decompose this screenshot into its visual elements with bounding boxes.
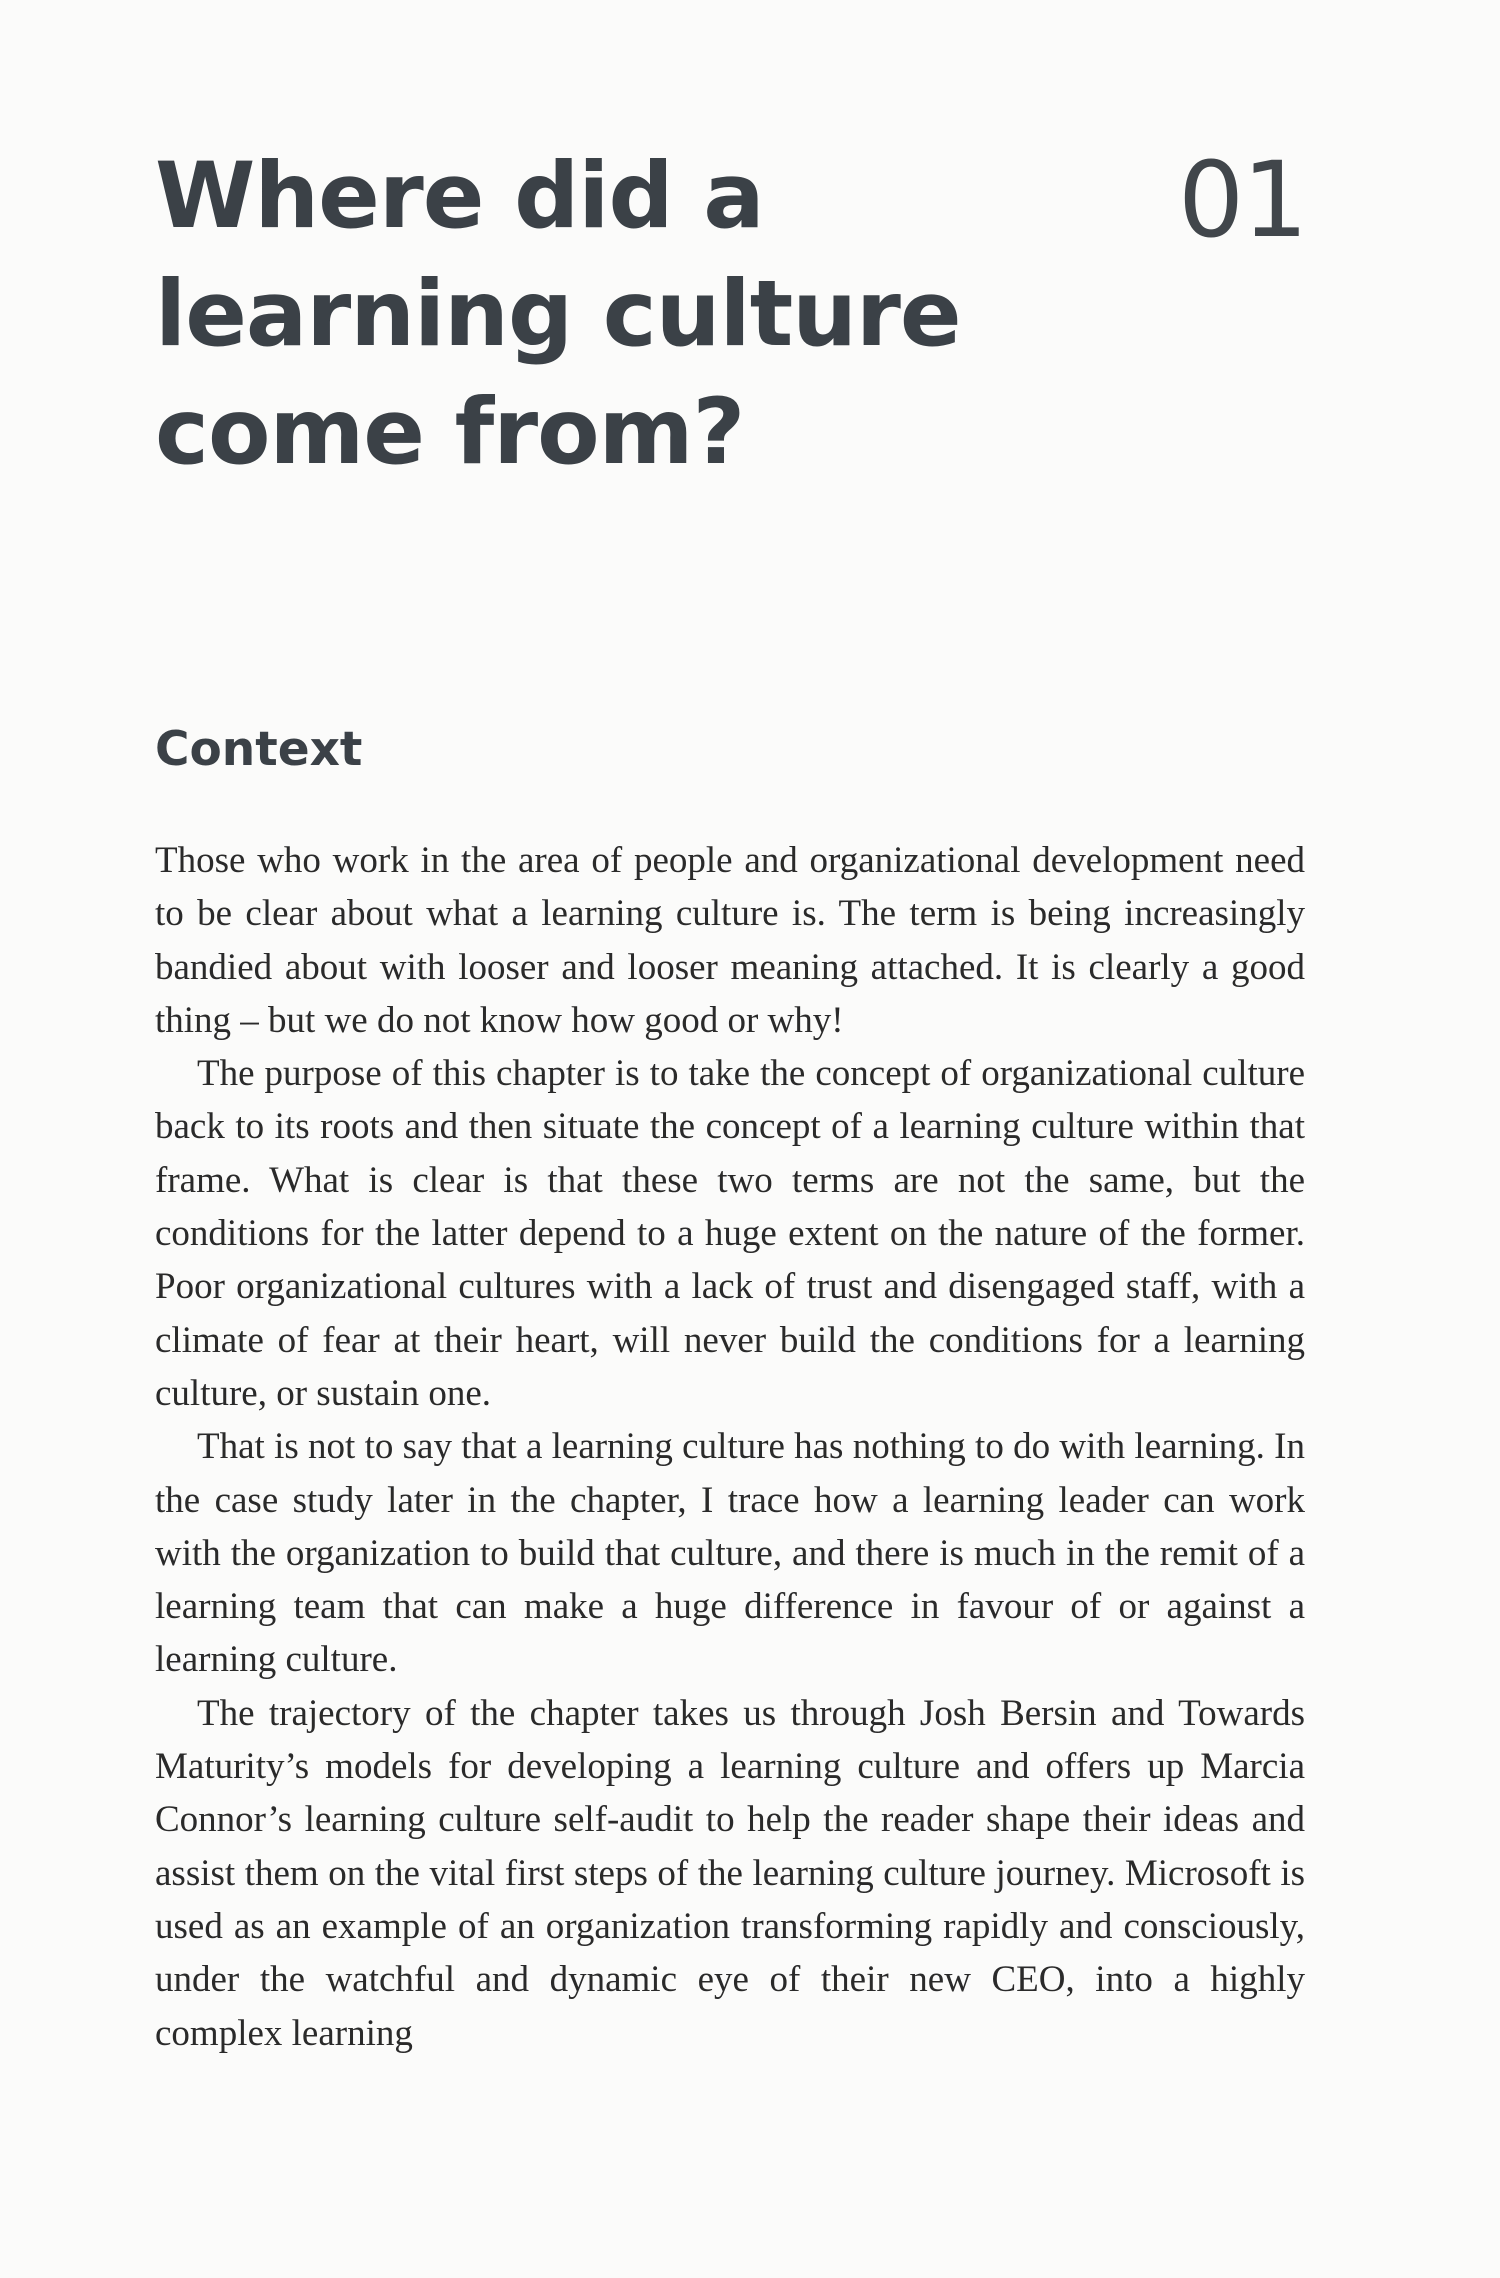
paragraph-2: The purpose of this chapter is to take the concept of organizational culture back to its roots and then situate the concept of a learning culture within that frame. What is clear is that these two terms are not the same, but the conditions for the latter depend to a huge extent on the nature of the former. Poor organizational cultures with a lack of trust and disengaged staff, with a climate of fear at their heart, will never build the conditions for a learning culture, or sustain one. (155, 1053, 1305, 1414)
section-heading: Context (155, 722, 363, 777)
chapter-title-line-3: come from? (155, 380, 745, 485)
chapter-title-line-2: learning culture (155, 262, 961, 367)
chapter-title-line-1: Where did a (155, 144, 764, 249)
paragraph-1: Those who work in the area of people and organizational development need to be clear about what a learning culture is. The term is being increasingly bandied about with looser and looser meaning attached. It is clearly a good thing – but we do not know how good or why! (155, 840, 1305, 1041)
chapter-number: 01 (1178, 139, 1307, 261)
paragraph-4: The trajectory of the chapter takes us through Josh Bersin and Towards Maturity’s models for developing a learning culture and offers up Marcia Connor’s learning culture self-audit to help the reader shape their ideas and assist them on the vital first steps of the learning culture journey. Microsoft is used as an example of an organization transforming rapidly and consciously, under the watchful and dynamic eye of their new CEO, into a highly complex learning (155, 1692, 1305, 2054)
chapter-title (155, 138, 1135, 492)
body-text (155, 834, 1305, 2060)
paragraph-3: That is not to say that a learning culture has nothing to do with learning. In the case study later in the chapter, I trace how a learning leader can work with the organization to build that culture, and there is much in the remit of a learning team that can make a huge difference in favour of or against a learning culture. (155, 1426, 1305, 1681)
